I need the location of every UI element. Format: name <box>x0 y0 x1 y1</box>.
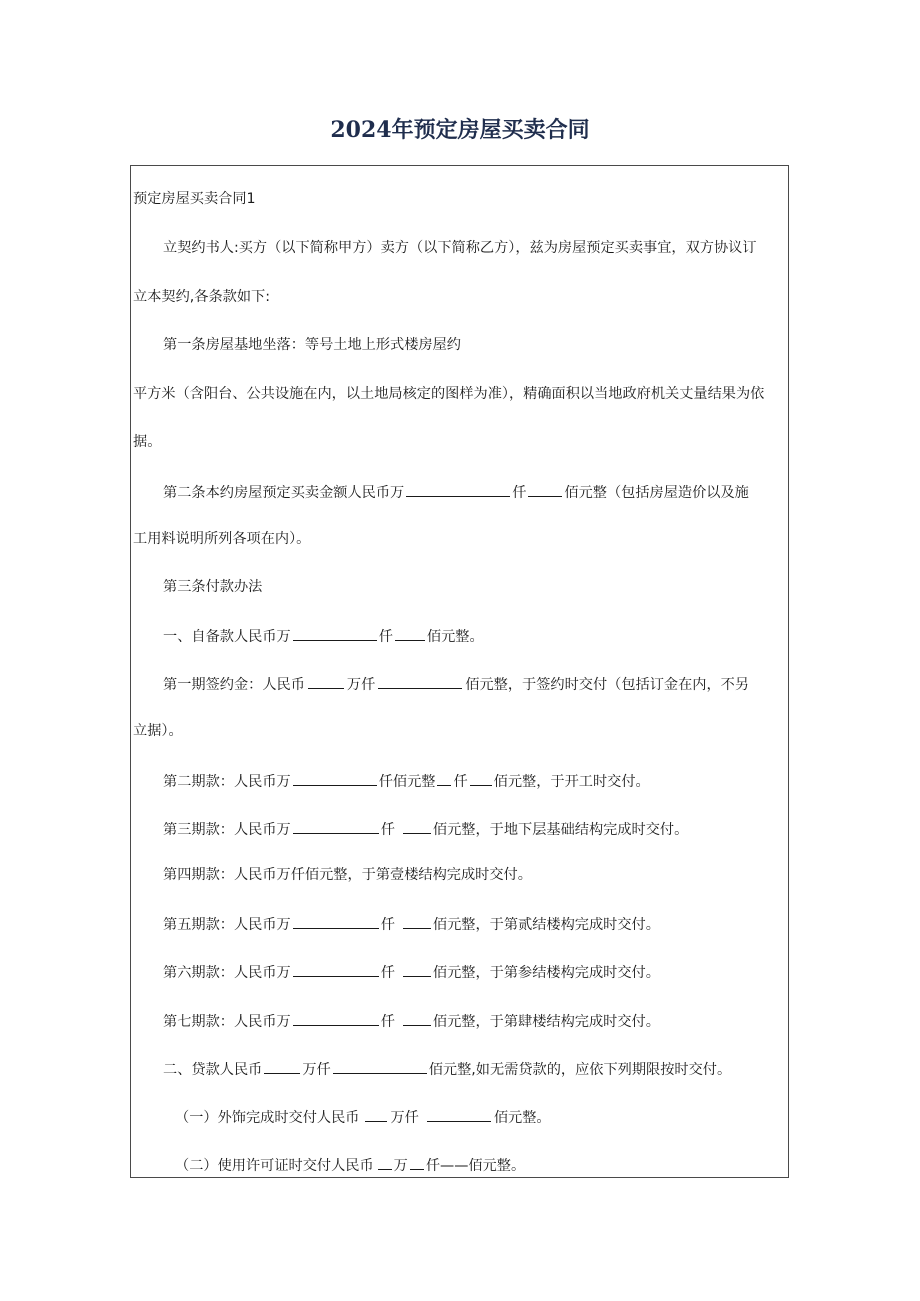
phase-6-line <box>163 962 660 982</box>
text-segment: 仟 <box>512 485 527 501</box>
text-segment: 万仟 <box>390 1110 419 1126</box>
article-1-line-2: 平方米（含阳台、公共设施在内，以土地局核定的图样为准），精确面积以当地政府机关丈量结果为依 <box>133 386 765 402</box>
phase-1-line-1 <box>163 674 749 694</box>
text-segment: 一、自备款人民币万 <box>163 629 291 645</box>
phase-4-line: 第四期款：人民币万仟佰元整，于第壹楼结构完成时交付。 <box>163 867 532 883</box>
loan-item-1-line <box>175 1107 551 1127</box>
fill-blank <box>403 962 431 977</box>
text-segment: 第五期款：人民币万 <box>163 917 291 933</box>
text-segment: 佰元整，于第肆楼结构完成时交付。 <box>432 1014 660 1030</box>
fill-blank <box>264 1059 300 1074</box>
text-segment: 仟 <box>380 965 395 981</box>
text-segment: 佰元整,如无需贷款的，应依下列期限按时交付。 <box>428 1062 732 1078</box>
self-funded-line <box>163 626 484 646</box>
text-segment: 第一期签约金：人民币 <box>163 677 305 693</box>
text-segment: 第六期款：人民币万 <box>163 965 291 981</box>
text-segment: 仟 <box>453 774 468 790</box>
text-segment: 佰元整（包括房屋造价以及施 <box>564 485 749 501</box>
fill-blank <box>293 626 377 641</box>
text-segment: 万仟 <box>346 677 376 693</box>
fill-blank <box>333 1059 427 1074</box>
preamble-line-1: 立契约书人:买方（以下简称甲方）卖方（以下简称乙方），兹为房屋预定买卖事宜，双方协议订 <box>163 240 757 256</box>
loan-item-2-line <box>175 1155 525 1175</box>
text-segment: 仟佰元整 <box>378 774 436 790</box>
text-segment: 第二期款：人民币万 <box>163 774 291 790</box>
text-segment: 第七期款：人民币万 <box>163 1014 291 1030</box>
text-segment: 仟——佰元整。 <box>425 1158 526 1174</box>
text-segment: 佰元整，于签约时交付（包括订金在内，不另 <box>465 677 750 693</box>
text-segment: 仟 <box>378 629 393 645</box>
fill-blank <box>293 1011 379 1026</box>
text-segment: 万 <box>393 1158 408 1174</box>
fill-blank <box>403 914 431 929</box>
fill-blank <box>378 674 462 689</box>
fill-blank <box>437 771 451 786</box>
section-heading: 预定房屋买卖合同1 <box>133 191 256 207</box>
text-segment: 佰元整，于地下层基础结构完成时交付。 <box>432 822 689 838</box>
text-segment: 第二条本约房屋预定买卖金额人民币万 <box>163 485 405 501</box>
text-segment: 仟 <box>380 1014 395 1030</box>
document-title: 2024年预定房屋买卖合同 <box>330 117 590 143</box>
text-segment: 仟 <box>380 822 395 838</box>
preamble-line-2: 立本契约,各条款如下: <box>133 289 270 305</box>
text-segment: 佰元整。 <box>426 629 484 645</box>
text-segment: 佰元整，于开工时交付。 <box>493 774 650 790</box>
text-segment: 佰元整。 <box>493 1110 551 1126</box>
fill-blank <box>406 482 510 497</box>
phase-2-line <box>163 771 650 791</box>
phase-7-line <box>163 1011 660 1031</box>
text-segment: 佰元整，于第参结楼构完成时交付。 <box>432 965 660 981</box>
article-1-line-1: 第一条房屋基地坐落：等号土地上形式楼房屋约 <box>163 337 461 353</box>
fill-blank <box>528 482 562 497</box>
phase-3-line <box>163 819 688 839</box>
fill-blank <box>293 914 379 929</box>
article-1-line-3: 据。 <box>133 434 162 450</box>
fill-blank <box>403 819 431 834</box>
fill-blank <box>427 1107 491 1122</box>
fill-blank <box>403 1011 431 1026</box>
fill-blank <box>293 819 379 834</box>
text-segment: 万仟 <box>302 1062 331 1078</box>
loan-line <box>163 1059 731 1079</box>
phase-5-line <box>163 914 660 934</box>
fill-blank <box>293 962 379 977</box>
fill-blank <box>365 1107 387 1122</box>
article-2-line-1 <box>163 482 749 502</box>
fill-blank <box>308 674 344 689</box>
text-segment: 第三期款：人民币万 <box>163 822 291 838</box>
text-segment: 佰元整，于第贰结楼构完成时交付。 <box>432 917 660 933</box>
fill-blank <box>378 1155 392 1170</box>
fill-blank <box>395 626 425 641</box>
text-segment: 二、贷款人民币 <box>163 1062 263 1078</box>
text-segment: （一）外饰完成时交付人民币 <box>175 1110 360 1126</box>
fill-blank <box>410 1155 424 1170</box>
article-3-heading: 第三条付款办法 <box>163 579 263 595</box>
fill-blank <box>293 771 377 786</box>
text-segment: （二）使用许可证时交付人民币 <box>175 1158 374 1174</box>
text-segment: 仟 <box>380 917 395 933</box>
article-2-line-2: 工用料说明所列各项在内）。 <box>133 531 311 547</box>
fill-blank <box>470 771 492 786</box>
phase-1-line-2: 立据）。 <box>133 723 183 739</box>
